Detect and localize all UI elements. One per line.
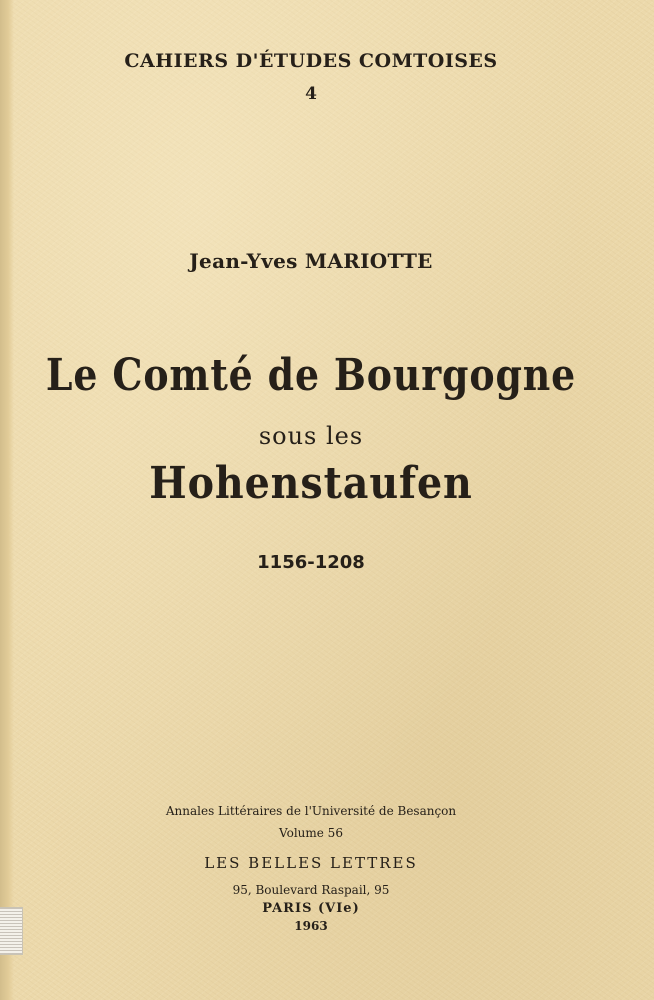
cover-left-edge bbox=[0, 0, 14, 1000]
publisher-address: 95, Boulevard Raspail, 95 bbox=[232, 883, 390, 897]
publisher-city: PARIS (VIe) bbox=[262, 901, 360, 916]
annales-line: Annales Littéraires de l'Université de Besançon bbox=[165, 804, 457, 818]
book-title-line1: Le Comté de Bourgogne bbox=[45, 350, 577, 401]
series-number: 4 bbox=[305, 84, 317, 104]
series-title: CAHIERS D'ÉTUDES COMTOISES bbox=[124, 50, 498, 72]
book-title-line2: sous les bbox=[258, 422, 364, 450]
book-title-line3: Hohenstaufen bbox=[149, 458, 473, 509]
publication-year: 1963 bbox=[294, 919, 328, 933]
date-range: 1156-1208 bbox=[257, 552, 365, 573]
author-name: Jean-Yves MARIOTTE bbox=[189, 249, 433, 273]
publisher-name: LES BELLES LETTRES bbox=[204, 854, 418, 872]
volume-line: Volume 56 bbox=[279, 826, 343, 840]
